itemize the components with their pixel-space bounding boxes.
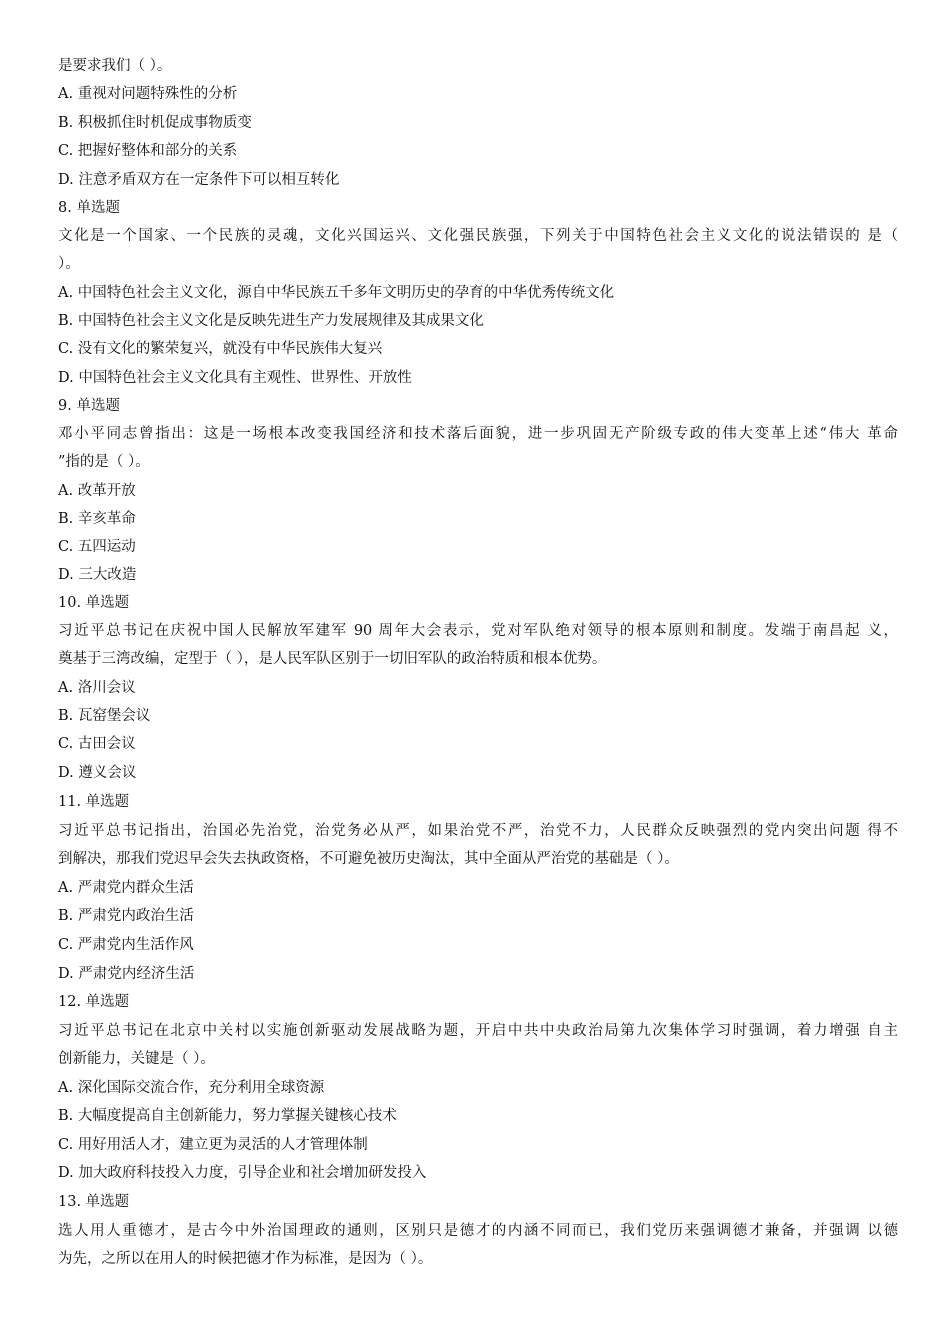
question-9-option-a: A. 改革开放 <box>58 483 136 499</box>
question-10-header: 10. 单选题 <box>58 595 130 611</box>
question-12-option-d: D. 加大政府科技投入力度，引导企业和社会增加研发投入 <box>58 1165 427 1181</box>
question-11-header: 11. 单选题 <box>58 794 130 810</box>
question-10-option-d: D. 遵义会议 <box>58 765 137 781</box>
question-12-header: 12. 单选题 <box>58 994 130 1010</box>
question-13-stem-line-1: 选人用人重德才，是古今中外治国理政的通则，区别只是德才的内涵不同而已，我们党历来强调德才兼备，并强调 以德 <box>58 1223 898 1239</box>
question-9-header: 9. 单选题 <box>58 398 120 414</box>
question-7-option-b: B. 积极抓住时机促成事物质变 <box>58 115 252 131</box>
question-10-stem-line-1: 习近平总书记在庆祝中国人民解放军建军 90 周年大会表示，党对军队绝对领导的根本原则和制度。发端于南昌起 义， <box>58 623 898 639</box>
question-9-stem-line-2: ”指的是（ ）。 <box>58 454 150 470</box>
question-12-option-c: C. 用好用活人才，建立更为灵活的人才管理体制 <box>58 1137 368 1153</box>
question-10-option-c: C. 古田会议 <box>58 736 136 752</box>
question-10-option-a: A. 洛川会议 <box>58 680 136 696</box>
question-8-option-a: A. 中国特色社会主义文化，源自中华民族五千多年文明历史的孕育的中华优秀传统文化 <box>58 285 615 301</box>
question-8-stem-line-1: 文化是一个国家、一个民族的灵魂，文化兴国运兴、文化强民族强，下列关于中国特色社会主义文化的说法错误的 是（ <box>58 228 898 244</box>
question-12-stem-line-2: 创新能力，关键是（ ）。 <box>58 1051 215 1067</box>
question-9-stem-line-1: 邓小平同志曾指出：这是一场根本改变我国经济和技术落后面貌，进一步巩固无产阶级专政的伟大变革上述“伟大 革命 <box>58 426 898 442</box>
question-8-option-c: C. 没有文化的繁荣复兴，就没有中华民族伟大复兴 <box>58 341 383 357</box>
question-10-stem-line-2: 奠基于三湾改编，定型于（ ），是人民军队区别于一切旧军队的政治特质和根本优势。 <box>58 651 607 667</box>
question-8-option-d: D. 中国特色社会主义文化具有主观性、世界性、开放性 <box>58 370 412 386</box>
question-8-stem-line-2: ）。 <box>58 256 80 272</box>
question-9-option-c: C. 五四运动 <box>58 539 136 555</box>
question-12-option-a: A. 深化国际交流合作，充分利用全球资源 <box>58 1080 325 1096</box>
question-7-option-d: D. 注意矛盾双方在一定条件下可以相互转化 <box>58 172 340 188</box>
question-9-option-b: B. 辛亥革命 <box>58 511 136 527</box>
question-11-option-b: B. 严肃党内政治生活 <box>58 908 194 924</box>
question-9-option-d: D. 三大改造 <box>58 567 137 583</box>
question-11-option-a: A. 严肃党内群众生活 <box>58 880 194 896</box>
question-12-option-b: B. 大幅度提高自主创新能力，努力掌握关键核心技术 <box>58 1108 397 1124</box>
question-8-header: 8. 单选题 <box>58 200 120 216</box>
question-12-stem-line-1: 习近平总书记在北京中关村以实施创新驱动发展战略为题，开启中共中央政治局第九次集体学习时强调，着力增强 自主 <box>58 1023 898 1039</box>
question-7-option-c: C. 把握好整体和部分的关系 <box>58 143 238 159</box>
question-11-option-c: C. 严肃党内生活作风 <box>58 937 194 953</box>
question-8-option-b: B. 中国特色社会主义文化是反映先进生产力发展规律及其成果文化 <box>58 313 484 329</box>
question-11-stem-line-2: 到解决，那我们党迟早会失去执政资格，不可避免被历史淘汰，其中全面从严治党的基础是（ ）。 <box>58 851 679 867</box>
question-7-option-a: A. 重视对问题特殊性的分析 <box>58 86 238 102</box>
question-13-stem-line-2: 为先，之所以在用人的时候把德才作为标准，是因为（ ）。 <box>58 1251 433 1267</box>
question-13-header: 13. 单选题 <box>58 1194 130 1210</box>
question-11-option-d: D. 严肃党内经济生活 <box>58 966 195 982</box>
question-7-stem-tail: 是要求我们（ ）。 <box>58 58 172 74</box>
question-11-stem-line-1: 习近平总书记指出，治国必先治党，治党务必从严，如果治党不严，治党不力，人民群众反映强烈的党内突出问题 得不 <box>58 823 898 839</box>
question-10-option-b: B. 瓦窑堡会议 <box>58 708 151 724</box>
